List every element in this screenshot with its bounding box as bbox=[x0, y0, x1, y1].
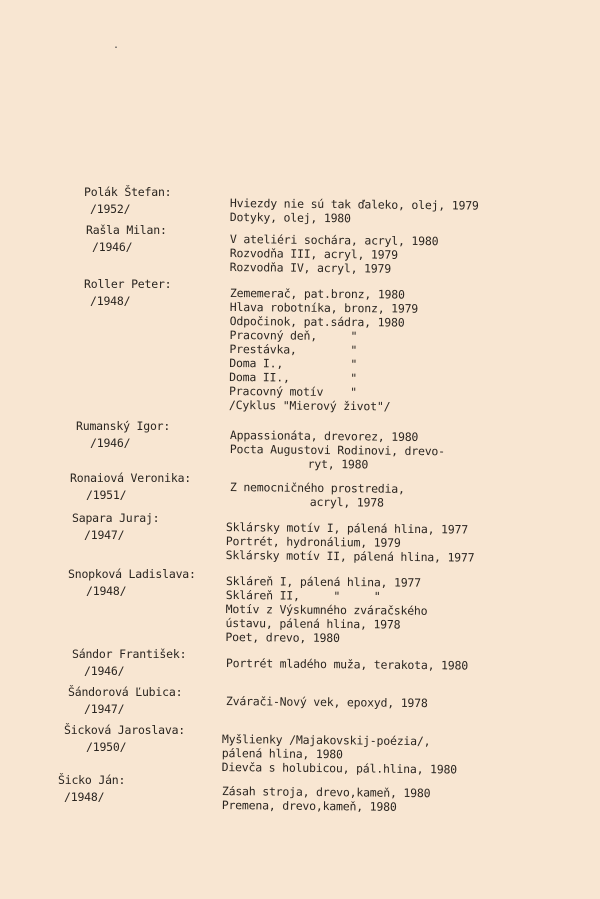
artist-name: Šicko Ján: bbox=[58, 773, 126, 787]
artist-label bbox=[76, 418, 170, 452]
artist-name: Polák Štefan: bbox=[84, 185, 172, 199]
works-list bbox=[226, 656, 586, 674]
work-line: Appassionáta, drevorez, 1980 bbox=[229, 428, 419, 444]
work-line: Skláreň I, pálená hlina, 1977 bbox=[225, 574, 421, 590]
artist-years: /1946/ bbox=[92, 240, 133, 254]
works-list bbox=[222, 784, 582, 816]
artist-name: Roller Peter: bbox=[84, 277, 172, 291]
artist-years: /1946/ bbox=[84, 664, 125, 678]
works-list bbox=[226, 694, 586, 712]
work-line: Portrét, hydronálium, 1979 bbox=[225, 533, 401, 550]
artist-years: /1948/ bbox=[86, 584, 127, 598]
artist-name: Ronaiová Veronika: bbox=[70, 471, 192, 485]
work-line: Doma II., " bbox=[229, 369, 358, 386]
work-line: Portrét mladého muža, terakota, 1980 bbox=[225, 656, 469, 673]
work-line: Poet, drevo, 1980 bbox=[225, 629, 340, 645]
artist-years: /1946/ bbox=[90, 436, 131, 450]
works-list bbox=[230, 196, 590, 228]
work-line: Z nemocničného prostredia, bbox=[229, 480, 405, 496]
artist-label bbox=[70, 470, 191, 504]
work-line: Premena, drevo,kameň, 1980 bbox=[221, 797, 397, 814]
work-line: Dotyky, olej, 1980 bbox=[229, 209, 351, 226]
work-line: Zvárači-Nový vek, epoxyd, 1978 bbox=[225, 694, 428, 711]
work-line: Zásah stroja, drevo,kameň, 1980 bbox=[221, 784, 431, 801]
works-list bbox=[229, 286, 590, 415]
work-line: Pracovný motív " bbox=[229, 383, 357, 400]
work-line: Motív z Výskumného zváračského bbox=[225, 601, 428, 618]
artist-label bbox=[84, 276, 171, 310]
work-line: Myšlienky /Majakovskij-poézia/, bbox=[221, 732, 431, 749]
artist-years: /1948/ bbox=[64, 790, 105, 804]
work-line: Prestávka, " bbox=[229, 341, 358, 358]
work-line: ústavu, pálená hlina, 1978 bbox=[225, 615, 401, 632]
artist-label bbox=[58, 772, 125, 806]
work-line: V ateliéri sochára, acryl, 1980 bbox=[229, 232, 439, 249]
work-line: Rozvodňa III, acryl, 1979 bbox=[229, 245, 398, 262]
work-line: Dievča s holubicou, pál.hlina, 1980 bbox=[221, 759, 458, 777]
artist-years: /1952/ bbox=[90, 202, 131, 216]
works-list bbox=[225, 574, 586, 647]
artist-years: /1950/ bbox=[86, 740, 127, 754]
artist-years: /1947/ bbox=[84, 528, 125, 542]
work-line: Rozvodňa IV, acryl, 1979 bbox=[229, 259, 392, 276]
artist-label bbox=[68, 684, 182, 718]
artist-name: Šicková Jaroslava: bbox=[64, 723, 186, 737]
work-line: Odpočinok, pat.sádra, 1980 bbox=[229, 313, 405, 330]
work-line: ryt, 1980 bbox=[307, 456, 369, 472]
work-line: Zememerač, pat.bronz, 1980 bbox=[229, 286, 405, 302]
work-line: Hviezdy nie sú tak ďaleko, olej, 1979 bbox=[229, 196, 479, 213]
work-line: Sklársky motív I, pálená hlina, 1977 bbox=[225, 520, 469, 537]
artist-label bbox=[84, 184, 171, 218]
artist-years: /1948/ bbox=[90, 294, 131, 308]
ink-speck: . bbox=[113, 40, 120, 51]
works-list bbox=[230, 232, 590, 278]
artist-name: Šándorová Ľubica: bbox=[68, 685, 183, 699]
artist-years: /1947/ bbox=[84, 702, 125, 716]
work-line: Sklársky motív II, pálená hlina, 1977 bbox=[225, 547, 475, 565]
work-line: Doma I., " bbox=[229, 355, 358, 372]
artist-years: /1951/ bbox=[86, 488, 127, 502]
artist-name: Sapara Juraj: bbox=[72, 511, 160, 525]
work-line: Pocta Augustovi Rodinovi, drevo- bbox=[229, 441, 445, 459]
artist-label bbox=[72, 510, 159, 544]
works-list bbox=[222, 732, 582, 778]
work-line: acryl, 1978 bbox=[309, 494, 384, 510]
artist-name: Rašla Milan: bbox=[86, 223, 167, 237]
works-list bbox=[226, 520, 586, 566]
work-line: pálená hlina, 1980 bbox=[221, 745, 343, 762]
work-line: Skláreň II, " " bbox=[225, 587, 381, 604]
artist-name: Rumanský Igor: bbox=[76, 419, 171, 433]
artist-label bbox=[68, 566, 196, 600]
work-line: Hlava robotníka, bronz, 1979 bbox=[229, 299, 419, 316]
artist-name: Snopková Ladislava: bbox=[68, 567, 196, 581]
artist-name: Sándor František: bbox=[72, 647, 187, 661]
artist-label bbox=[72, 646, 186, 680]
artist-label bbox=[86, 222, 167, 256]
work-line: Pracovný deň, " bbox=[229, 327, 358, 344]
works-list bbox=[230, 428, 590, 474]
artist-label bbox=[64, 722, 185, 756]
work-line: /Cyklus "Mierový život"/ bbox=[228, 397, 391, 414]
works-list bbox=[230, 480, 590, 512]
